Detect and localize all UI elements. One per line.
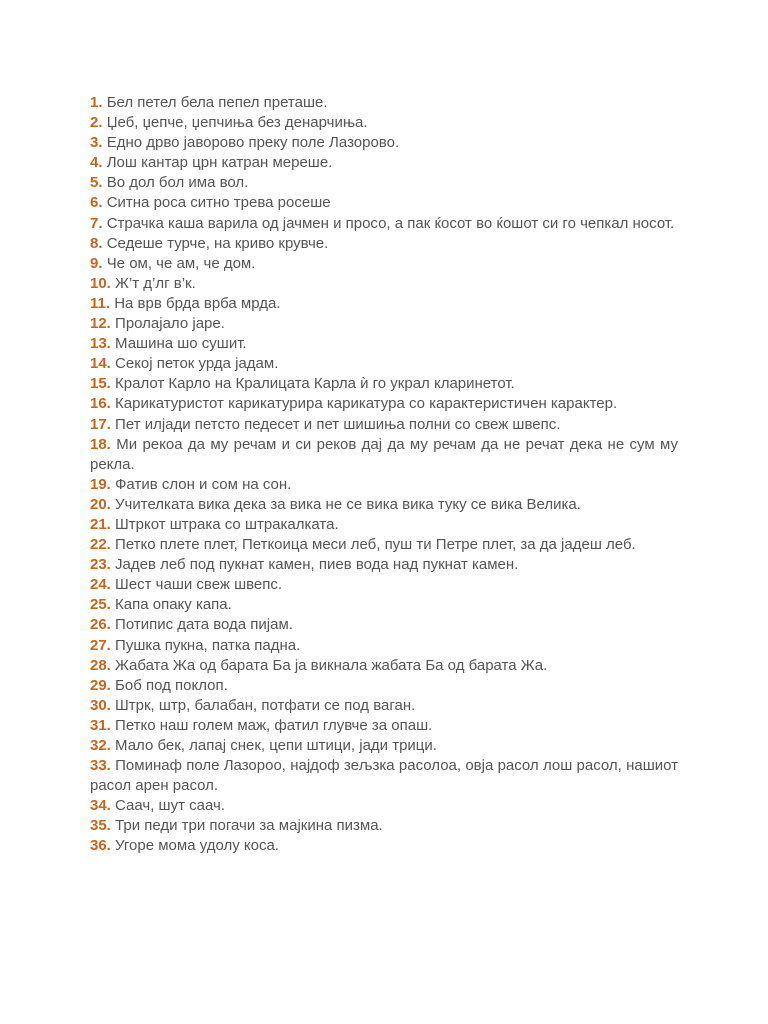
item-number: 23. [90,556,111,574]
item-text: Пушка пукна, патка падна. [115,636,301,654]
item-text: Ми рекоа да му речам и си реков дај да му речам да не речат дека не сум му рекла. [90,435,678,473]
item-number: 6. [90,194,103,212]
item-number: 10. [90,274,111,292]
item-text: Мало бек, лапај снек, цепи штици, јади трици. [115,737,437,754]
item-text: Учителката вика дека за вика не се вика вика туку се вика Велика. [115,495,581,513]
item-text: Едно дрво јаворово преку поле Лазорово. [106,134,400,152]
list-item [90,394,678,414]
list-item [90,836,678,856]
item-text: Секој петок урда јадам. [115,355,279,373]
list-item [90,133,678,153]
item-text: Боб под поклоп. [115,676,228,694]
item-number: 20. [90,495,111,513]
item-text: Че ом, че ам, че дом. [106,254,256,272]
item-text: Пет илјади петсто педесет и пет шишиња полни со свеж швепс. [115,415,561,433]
list-item [90,796,678,816]
item-number: 31. [90,716,111,734]
item-text: Џеб, џепче, џепчиња без денарчиња. [106,114,368,132]
list-item [90,214,678,234]
list-item [90,173,678,193]
item-number: 8. [90,234,103,252]
item-number: 26. [90,616,111,634]
item-number: 30. [90,696,111,714]
item-number: 15. [90,375,111,393]
item-number: 22. [90,536,111,554]
item-text: Лош кантар црн катран мереше. [106,154,333,172]
item-number: 28. [90,656,111,674]
item-text: Угоре мома удолу коса. [115,837,279,855]
list-item [90,515,678,535]
list-item [90,595,678,615]
list-item [90,254,678,274]
item-number: 4. [90,154,103,172]
list-item [90,555,678,575]
item-text: Штркот штрака со штракалката. [115,515,339,533]
item-number: 35. [90,817,111,835]
list-item [90,274,678,294]
item-text: Страчка каша варила од јачмен и просо, а пак ќосот во ќошот си го чепкал носот. [106,214,675,232]
list-item [90,415,678,435]
item-number: 7. [90,214,103,232]
list-item [90,575,678,595]
list-item [90,716,678,736]
item-number: 16. [90,395,111,413]
item-number: 34. [90,797,111,815]
item-text: Карикатуристот карикатурира карикатура со карактеристичен карактер. [115,395,618,413]
list-item [90,736,678,756]
list-item [90,314,678,334]
item-number: 14. [90,355,111,373]
list-item [90,354,678,374]
item-text: Петко наш голем маж, фатил глувче за опаш. [115,716,433,734]
item-text: Шест чаши свеж швепс. [115,576,283,594]
item-number: 21. [90,515,111,533]
item-number: 29. [90,676,111,694]
item-number: 2. [90,114,103,132]
item-text: Саач, шут саач. [115,797,225,815]
item-text: Потипис дата вода пијам. [115,616,293,634]
item-number: 3. [90,134,103,152]
list-item [90,535,678,555]
list-item [90,334,678,354]
item-number: 24. [90,576,111,594]
item-number: 9. [90,254,103,272]
item-number: 27. [90,636,111,654]
list-item [90,435,678,475]
item-number: 33. [90,757,111,775]
list-item [90,234,678,254]
item-number: 1. [90,94,103,111]
list-item [90,374,678,394]
list-item [90,816,678,836]
item-text: Бел петел бела пепел преташе. [106,94,328,111]
item-number: 5. [90,174,103,192]
item-text: Капа опаку капа. [115,596,232,614]
item-number: 32. [90,737,111,754]
list-item [90,615,678,635]
item-number: 25. [90,596,111,614]
item-text: Петко плете плет, Петкоица меси леб, пуш ти Петре плет, за да јадеш леб. [115,536,636,554]
item-text: Јадев леб под пукнат камен, пиев вода над пукнат камен. [115,556,519,574]
list-item [90,294,678,314]
item-text: На врв брда врба мрда. [114,294,281,312]
item-text: Во дол бол има вол. [106,174,249,192]
list-item [90,93,678,113]
list-item [90,153,678,173]
item-text: Ситна роса ситно трева росеше [106,194,331,212]
list-item [90,113,678,133]
item-text: Пролајало јаре. [115,315,225,333]
list-item [90,676,678,696]
tongue-twister-list [90,93,678,857]
item-text: Поминаф поле Лазороо, најдоф зељзка расолоа, овја расол лош расол, нашиот расол арен расол. [90,757,678,795]
list-item [90,656,678,676]
item-number: 11. [90,294,111,312]
list-item [90,475,678,495]
item-text: Штрк, штр, балабан, потфати се под ваган. [115,696,416,714]
list-item [90,193,678,213]
item-number: 19. [90,475,111,493]
item-text: Жабата Жа од барата Ба ја викнала жабата Ба од барата Жа. [115,656,548,674]
item-number: 12. [90,315,111,333]
item-number: 13. [90,335,111,353]
item-text: Фатив слон и сом на сон. [115,475,292,493]
item-text: Ж’т д’лг в’к. [115,274,196,292]
item-text: Кралот Карло на Кралицата Карла ѝ го украл кларинетот. [115,375,515,393]
item-text: Седеше турче, на криво крувче. [106,234,329,252]
item-number: 36. [90,837,111,855]
list-item [90,495,678,515]
list-item [90,756,678,796]
item-text: Три педи три погачи за мајкина пизма. [115,817,383,835]
list-item [90,636,678,656]
list-item [90,696,678,716]
item-number: 18. [90,435,111,453]
item-number: 17. [90,415,111,433]
item-text: Машина шо сушит. [115,335,247,353]
